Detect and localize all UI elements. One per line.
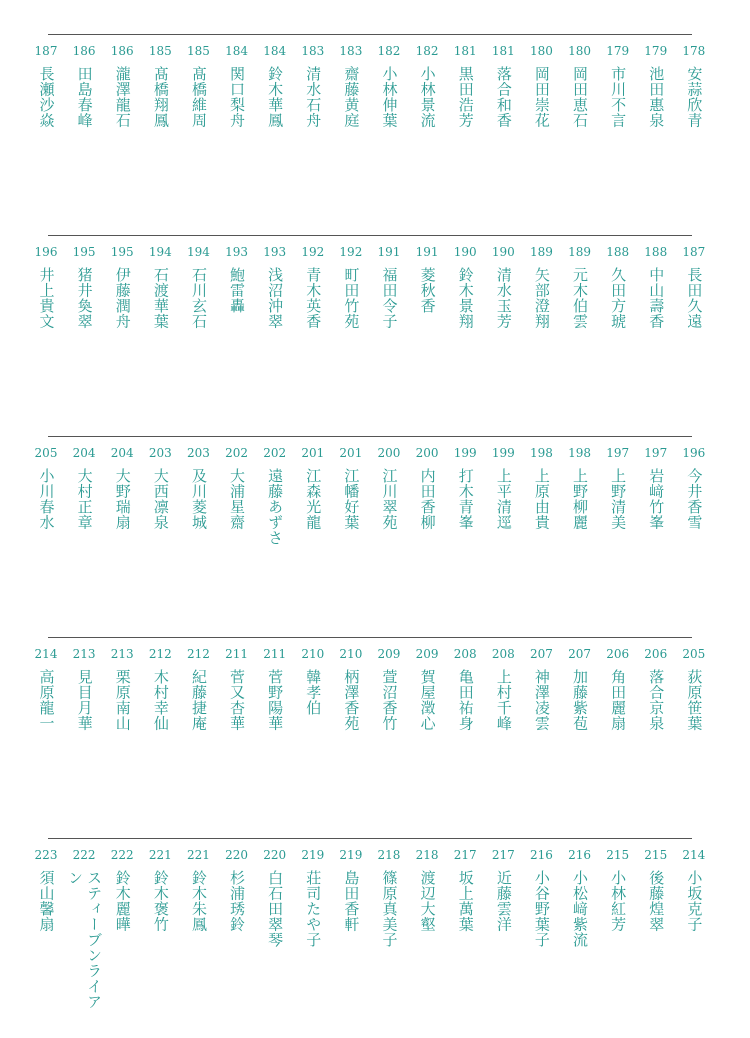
index-entry [523,647,559,731]
index-entry [676,647,712,731]
page-number: 213 [72,647,96,661]
index-entry [447,446,483,546]
page-number: 193 [225,245,248,259]
index-entry [371,446,407,546]
artist-name: 青木英香 [304,267,323,329]
index-entry [66,245,102,329]
artist-name: 小林景流 [418,66,437,128]
page-number: 218 [377,848,401,862]
artist-name: 杉浦琇鈴 [228,870,247,932]
index-entry [485,446,521,546]
artist-name: 落合和香 [494,66,513,128]
page-number: 198 [529,446,553,460]
page-number: 194 [148,245,172,259]
artist-name: スティーブンライアン [66,870,104,1010]
artist-name: 池田惠泉 [647,66,666,128]
artist-name: 亀田祐身 [456,669,475,731]
index-entry [257,446,293,546]
index-entry [66,848,102,1015]
index-entry [523,245,559,329]
page-number: 184 [263,44,287,58]
page-number: 180 [568,44,591,58]
index-entry [28,245,64,329]
page-number: 216 [529,848,553,862]
page-number: 189 [568,245,591,259]
page-number: 219 [301,848,325,862]
index-entry [447,647,483,731]
artist-name: 岡田崇花 [532,66,551,128]
index-entry [371,647,407,731]
index-entry [600,446,636,546]
artist-name: 打木青峯 [456,468,475,530]
page-number: 191 [415,245,439,259]
artist-name: 菅又杏華 [228,669,247,731]
page-number: 210 [301,647,325,661]
page-number: 199 [491,446,515,460]
artist-name: 浅沼沖翠 [266,267,285,329]
page-number: 206 [644,647,668,661]
artist-name: 近藤雲洋 [494,870,513,932]
page-number: 182 [415,44,439,58]
artist-name: 鈴木景翔 [456,267,475,329]
artist-name: 江幡好葉 [342,468,361,530]
index-entry [295,44,331,128]
artist-name: 町田竹苑 [342,267,361,329]
index-entry [600,647,636,731]
index-entry [485,44,521,128]
index-entry [104,647,140,731]
page-number: 193 [263,245,287,259]
artist-name: 瀧澤龍石 [113,66,132,128]
artist-name: 神澤凌雲 [532,669,551,731]
artist-name: 関口梨舟 [228,66,247,128]
index-columns [28,446,712,546]
artist-name: 清水石舟 [304,66,323,128]
index-entry [333,446,369,546]
artist-name: 菱秋香 [418,267,437,314]
page-number: 197 [606,446,630,460]
page-number: 194 [186,245,210,259]
page-number: 215 [606,848,630,862]
divider-rule [48,637,692,638]
page-number: 204 [110,446,134,460]
artist-name: 髙橋維周 [189,66,208,128]
index-entry [28,848,64,1015]
artist-name: 角田麗扇 [609,669,628,731]
index-entry [257,848,293,1015]
index-entry [295,647,331,731]
index-entry [638,647,674,731]
artist-name: 石渡華葉 [151,267,170,329]
index-entry [333,44,369,128]
page-number: 195 [72,245,96,259]
page-number: 186 [110,44,134,58]
index-entry [295,245,331,329]
index-entry [219,848,255,1015]
index-entry [333,647,369,731]
index-entry [66,44,102,128]
index-entry [28,44,64,128]
index-entry [409,848,445,1015]
page-number: 207 [568,647,591,661]
artist-name: 篠原真美子 [380,870,399,948]
index-entry [142,245,178,329]
page-number: 196 [34,245,58,259]
page-number: 215 [644,848,668,862]
page-number: 222 [110,848,134,862]
index-entry [180,44,216,128]
page-number: 192 [339,245,363,259]
artist-name: 加藤紫苞 [571,669,590,731]
artist-name: 落合京泉 [647,669,666,731]
artist-name: 上原由貴 [532,468,551,530]
page-number: 221 [186,848,210,862]
page-number: 208 [491,647,515,661]
artist-name: 江川翠苑 [380,468,399,530]
artist-name: 安蒜欣青 [685,66,704,128]
artist-name: 渡辺大壑 [418,870,437,932]
index-entry [562,44,598,128]
index-entry [104,44,140,128]
page-number: 190 [453,245,477,259]
artist-name: 市川不言 [609,66,628,128]
artist-name: 内田香柳 [418,468,437,530]
artist-name: 小坂克子 [685,870,704,932]
artist-name: 後藤煌翠 [647,870,666,932]
index-entry [562,647,598,731]
artist-name: 大西凛泉 [151,468,170,530]
index-entry [562,446,598,546]
page-number: 185 [148,44,172,58]
artist-name: 見目月華 [75,669,94,731]
artist-name: 元木伯雲 [571,267,590,329]
divider-rule [48,436,692,437]
artist-name: 鈴木朱鳳 [189,870,208,932]
page-number: 182 [377,44,401,58]
index-entry [409,44,445,128]
page-number: 220 [263,848,287,862]
artist-name: 長田久遠 [685,267,704,329]
index-entry [523,848,559,1015]
index-entry [371,245,407,329]
index-entry [523,44,559,128]
page-number: 192 [301,245,325,259]
artist-name: 今井香雪 [685,468,704,530]
artist-name: 遠藤あずさ [266,468,285,546]
index-entry [447,44,483,128]
artist-name: 岡田恵石 [571,66,590,128]
page-number: 201 [301,446,325,460]
index-entry [676,44,712,128]
artist-name: 齋藤黄庭 [342,66,361,128]
page-number: 218 [415,848,439,862]
page-number: 179 [606,44,630,58]
index-entry [600,245,636,329]
page-number: 179 [644,44,668,58]
page-number: 216 [568,848,591,862]
page-number: 197 [644,446,668,460]
page-number: 205 [34,446,58,460]
artist-name: 高原龍一 [37,669,56,731]
index-entry [638,446,674,546]
page-number: 203 [186,446,210,460]
page-number: 223 [34,848,58,862]
page-number: 195 [110,245,134,259]
artist-name: 黒田浩芳 [456,66,475,128]
page-number: 214 [682,848,706,862]
index-entry [66,446,102,546]
artist-name: 木村幸仙 [151,669,170,731]
index-entry [28,446,64,546]
index-entry [333,245,369,329]
artist-name: 中山壽香 [647,267,666,329]
index-entry [447,848,483,1015]
page-number: 187 [682,245,706,259]
page-number: 202 [225,446,248,460]
page-number: 180 [529,44,553,58]
page-number: 222 [72,848,96,862]
page-number: 187 [34,44,58,58]
index-entry [104,848,140,1015]
index-entry [219,245,255,329]
index-entry [104,245,140,329]
index-entry [180,848,216,1015]
artist-name: 賀屋澂心 [418,669,437,731]
page-number: 188 [644,245,668,259]
page-number: 219 [339,848,363,862]
page-number: 181 [491,44,515,58]
page-number: 198 [568,446,591,460]
artist-name: 猪井奐翠 [75,267,94,329]
artist-name: 小川春水 [37,468,56,530]
index-entry [638,848,674,1015]
page-number: 191 [377,245,401,259]
index-band-4 [34,637,706,837]
page-number: 196 [682,446,706,460]
index-entry [409,446,445,546]
page-number: 178 [682,44,706,58]
page-number: 183 [301,44,325,58]
page-number: 203 [148,446,172,460]
index-entry [219,647,255,731]
artist-name: 及川菱城 [189,468,208,530]
index-entry [180,647,216,731]
index-entry [638,245,674,329]
artist-name: 萱沼香竹 [380,669,399,731]
divider-rule [48,34,692,35]
page-number: 188 [606,245,630,259]
artist-name: 紀藤捷庵 [189,669,208,731]
artist-name: 岩﨑竹峯 [647,468,666,530]
artist-name: 伊藤潤舟 [113,267,132,329]
page-number: 212 [148,647,172,661]
index-entry [180,245,216,329]
index-entry [219,44,255,128]
artist-name: 鈴木華鳳 [266,66,285,128]
artist-name: 小林紅芳 [609,870,628,932]
page-number: 189 [529,245,553,259]
page-number: 201 [339,446,363,460]
page-number: 221 [148,848,172,862]
index-columns [28,848,712,1015]
index-entry [295,446,331,546]
index-entry [295,848,331,1015]
index-band-2 [34,235,706,435]
artist-name: 荻原笹葉 [685,669,704,731]
page-number: 184 [225,44,248,58]
page-number: 207 [529,647,553,661]
page-number: 213 [110,647,134,661]
artist-name: 江森光龍 [304,468,323,530]
index-entry [676,848,712,1015]
page-number: 200 [415,446,439,460]
artist-name: 久田方琥 [609,267,628,329]
page-number: 217 [453,848,477,862]
page-number: 209 [415,647,439,661]
artist-name: 田島春峰 [75,66,94,128]
artist-name: 髙橋翔鳳 [151,66,170,128]
artist-name: 井上貴文 [37,267,56,329]
index-band-1 [34,34,706,234]
artist-name: 清水玉芳 [494,267,513,329]
artist-name: 韓孝伯 [304,669,323,716]
artist-name: 島田香軒 [342,870,361,932]
page-number: 206 [606,647,630,661]
artist-name: 荘司たや子 [304,870,323,948]
page-number: 200 [377,446,401,460]
index-entry [562,245,598,329]
artist-name: 上野柳麗 [571,468,590,530]
index-entry [600,848,636,1015]
page-number: 220 [225,848,248,862]
index-entry [142,44,178,128]
index-columns [28,44,712,128]
index-entry [562,848,598,1015]
page-number: 202 [263,446,287,460]
divider-rule [48,235,692,236]
index-entry [600,44,636,128]
index-entry [142,446,178,546]
index-entry [28,647,64,731]
page-number: 217 [491,848,515,862]
artist-name: 大野瑞扇 [113,468,132,530]
index-entry [485,848,521,1015]
page-number: 211 [225,647,248,661]
index-entry [409,245,445,329]
index-entry [257,647,293,731]
index-entry [257,44,293,128]
divider-rule [48,838,692,839]
index-entry [485,647,521,731]
artist-name: 福田令子 [380,267,399,329]
index-entry [104,446,140,546]
artist-name: 栗原南山 [113,669,132,731]
artist-name: 上野清美 [609,468,628,530]
index-columns [28,245,712,329]
index-entry [257,245,293,329]
index-entry [409,647,445,731]
index-entry [142,848,178,1015]
artist-name: 柄澤香苑 [342,669,361,731]
artist-name: 矢部澄翔 [532,267,551,329]
index-entry [371,44,407,128]
page-number: 185 [186,44,210,58]
index-entry [180,446,216,546]
page-number: 208 [453,647,477,661]
artist-name: 大村正章 [75,468,94,530]
index-entry [66,647,102,731]
index-entry [142,647,178,731]
artist-name: 上平清逕 [494,468,513,530]
artist-name: 上村千峰 [494,669,513,731]
artist-name: 鮑雷轟 [228,267,247,314]
page-number: 214 [34,647,58,661]
page-number: 209 [377,647,401,661]
page-number: 204 [72,446,96,460]
page-number: 186 [72,44,96,58]
artist-name: 小松﨑紫流 [571,870,590,948]
artist-name: 白石田翠琴 [266,870,285,948]
index-entry [447,245,483,329]
index-entry [219,446,255,546]
index-entry [333,848,369,1015]
page-number: 210 [339,647,363,661]
artist-name: 菅野陽華 [266,669,285,731]
artist-name: 鈴木褒竹 [151,870,170,932]
index-entry [638,44,674,128]
index-band-3 [34,436,706,636]
artist-name: 小谷野葉子 [532,870,551,948]
artist-name: 鈴木麗曄 [113,870,132,932]
artist-name: 坂上萬葉 [456,870,475,932]
artist-name: 石川玄石 [189,267,208,329]
page-number: 205 [682,647,706,661]
index-entry [523,446,559,546]
page-number: 212 [186,647,210,661]
index-columns [28,647,712,731]
page-number: 199 [453,446,477,460]
index-band-5 [34,838,706,1038]
index-entry [371,848,407,1015]
page-number: 181 [453,44,477,58]
index-entry [676,245,712,329]
artist-name: 長瀬沙焱 [37,66,56,128]
index-entry [676,446,712,546]
artist-name: 小林伸葉 [380,66,399,128]
page-number: 211 [263,647,287,661]
artist-name: 大浦星齋 [228,468,247,530]
index-entry [485,245,521,329]
artist-name: 須山馨扇 [37,870,56,932]
page-number: 190 [491,245,515,259]
page-number: 183 [339,44,363,58]
